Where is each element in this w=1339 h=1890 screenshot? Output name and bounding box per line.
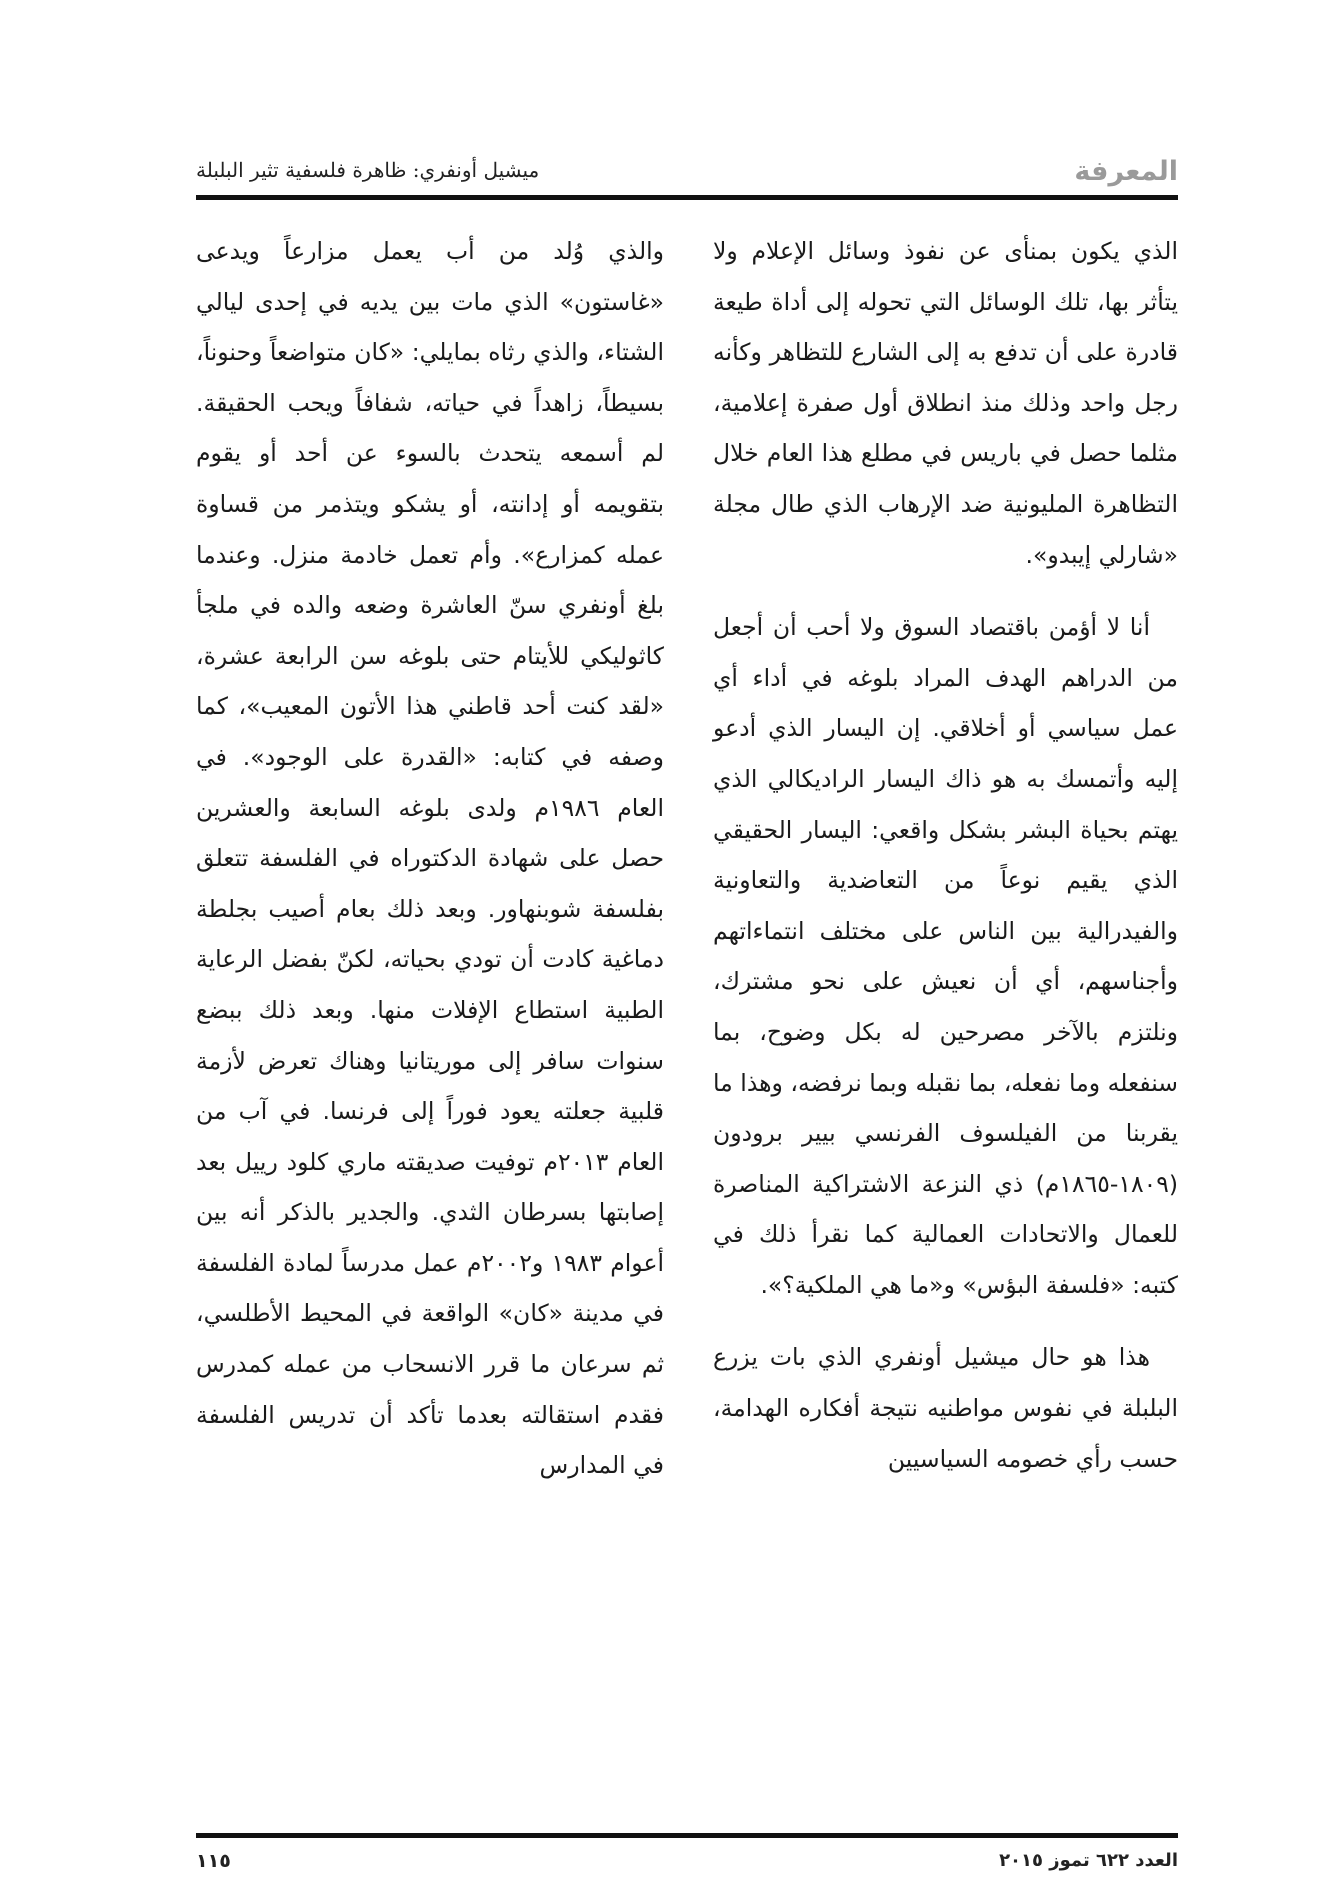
text-column-left — [196, 226, 664, 1796]
issue-info: العدد ٦٢٢ تموز ٢٠١٥ — [999, 1850, 1178, 1871]
paragraph: أنا لا أؤمن باقتصاد السوق ولا أحب أن أجعل من الدراهم الهدف المراد بلوغه في أداء أي عمل سياسي أو أخلاقي. إن اليسار الذي أدعو إليه وأتمسك به هو ذاك اليسار الراديكالي الذي يهتم بحياة البشر بشكل واقعي: اليسار الحقيقي الذي يقيم نوعاً من التعاضدية والتعاونية والفيدرالية بين الناس على مختلف انتماءاتهم وأجناسهم، أي أن نعيش على نحو مشترك، ونلتزم بالآخر مصرحين له بكل وضوح، بما سنفعله وما نفعله، بما نقبله وبما نرفضه، وهذا ما يقربنا من الفيلسوف الفرنسي بيير برودون (١٨٠٩-١٨٦٥م) ذي النزعة الاشتراكية المناصرة للعمال والاتحادات العمالية كما نقرأ ذلك في كتبه: «فلسفة البؤس» و«ما هي الملكية؟». — [713, 613, 1178, 1299]
paragraph: والذي وُلد من أب يعمل مزارعاً ويدعى «غاستون» الذي مات بين يديه في إحدى ليالي الشتاء، والذي رثاه بمايلي: «كان متواضعاً وحنوناً، بسيطاً، زاهداً في حياته، شفافاً ويحب الحقيقة. لم أسمعه يتحدث بالسوء عن أحد أو يقوم بتقويمه أو إدانته، أو يشكو ويتذمر من قساوة عمله كمزارع». وأم تعمل خادمة منزل. وعندما بلغ أونفري سنّ العاشرة وضعه والده في ملجأ كاثوليكي للأيتام حتى بلوغه سن الرابعة عشرة، «لقد كنت أحد قاطني هذا الأتون المعيب»، كما وصفه في كتابه: «القدرة على الوجود». في العام ١٩٨٦م ولدى بلوغه السابعة والعشرين حصل على شهادة الدكتوراه في الفلسفة تتعلق بفلسفة شوبنهاور. وبعد ذلك بعام أصيب بجلطة دماغية كادت أن تودي بحياته، لكنّ بفضل الرعاية الطبية استطاع الإفلات منها. وبعد ذلك ببضع سنوات سافر إلى موريتانيا وهناك تعرض لأزمة قلبية جعلته يعود فوراً إلى فرنسا. في آب من العام ٢٠١٣م توفيت صديقته ماري كلود رييل بعد إصابتها بسرطان الثدي. والجدير بالذكر أنه بين أعوام ١٩٨٣ و٢٠٠٢م عمل مدرساً لمادة الفلسفة في مدينة «كان» الواقعة في المحيط الأطلسي، ثم سرعان ما قرر الانسحاب من عمله كمدرس فقدم استقالته بعدما تأكد أن تدريس الفلسفة في المدارس — [196, 237, 665, 1480]
paragraph: الذي يكون بمنأى عن نفوذ وسائل الإعلام ولا يتأثر بها، تلك الوسائل التي تحوله إلى أداة طيعة قادرة على أن تدفع به إلى الشارع للتظاهر وكأنه رجل واحد وذلك منذ انطلاق أول صفرة إعلامية، مثلما حصل في باريس في مطلع هذا العام خلال التظاهرة المليونية ضد الإرهاب الذي طال مجلة «شارلي إيبدو». — [713, 237, 1178, 569]
text-column-right — [713, 226, 1178, 1796]
page-number: ١١٥ — [196, 1850, 231, 1872]
header-rule — [196, 195, 1178, 200]
paragraph: هذا هو حال ميشيل أونفري الذي بات يزرع البلبلة في نفوس مواطنيه نتيجة أفكاره الهدامة، حسب رأي خصومه السياسيين — [713, 1343, 1178, 1473]
magazine-logo: المعرفة — [1074, 156, 1178, 187]
page-header — [196, 150, 1178, 194]
running-title: ميشيل أونفري: ظاهرة فلسفية تثير البلبلة — [196, 158, 540, 182]
footer-rule — [196, 1833, 1178, 1838]
